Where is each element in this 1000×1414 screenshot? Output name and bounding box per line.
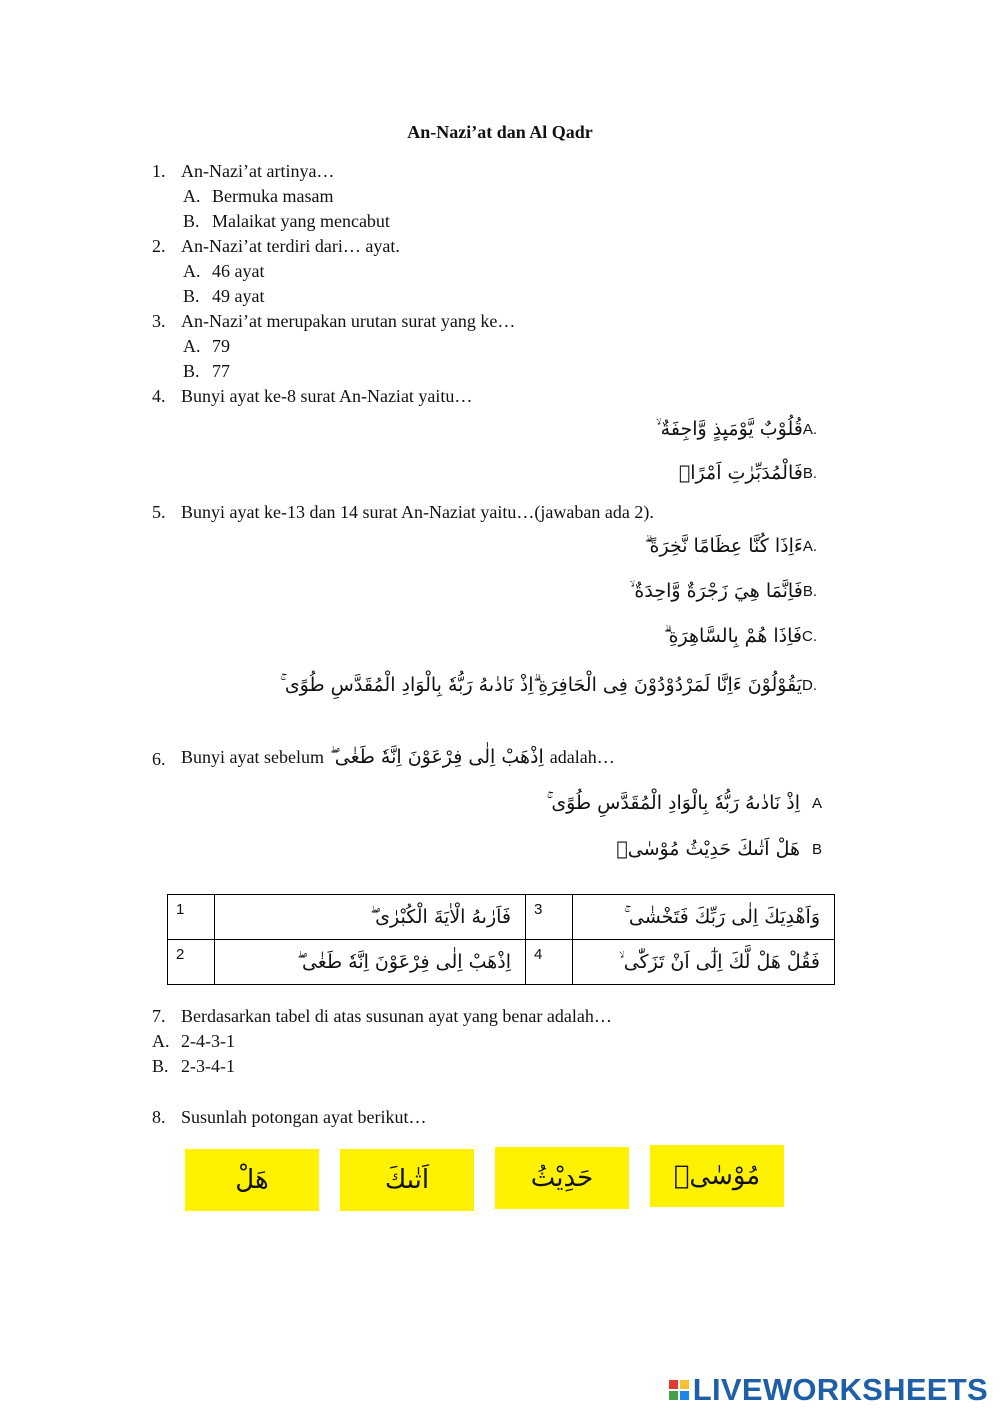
table-cell-number: 1: [168, 895, 215, 940]
q5-option-c-label: C.: [802, 627, 817, 645]
q3-number: 3.: [152, 311, 166, 331]
q4-option-a[interactable]: [656, 418, 817, 440]
q5-option-d-arabic: يَقُوْلُوْنَ ءَاِنَّا لَمَرْدُوْدُوْنَ فِى الْحَافِرَةِ ۗاِذْ نَادٰىهُ رَبُّهٗ بِالْوَادِ الْمُقَدَّسِ طُوًى ۚ: [280, 674, 802, 696]
logo-square: [669, 1380, 678, 1389]
q2-option-b[interactable]: 49 ayat: [212, 286, 265, 306]
q1-number: 1.: [152, 161, 166, 181]
q1-option-a-label: A.: [183, 186, 201, 206]
q5-number: 5.: [152, 502, 166, 522]
q6-number: 6.: [152, 749, 166, 769]
q2-text: An-Nazi’at terdiri dari… ayat.: [181, 236, 400, 256]
q2-option-a[interactable]: 46 ayat: [212, 261, 265, 281]
q5-option-b-label: B.: [802, 582, 817, 600]
logo-square: [680, 1391, 689, 1400]
q2-number: 2.: [152, 236, 166, 256]
q5-option-d-label: D.: [802, 676, 817, 694]
word-card-1[interactable]: هَلْ: [185, 1149, 319, 1211]
q3-option-b[interactable]: 77: [212, 361, 230, 381]
q7-option-a[interactable]: 2-4-3-1: [181, 1031, 235, 1051]
table-cell-number: 3: [526, 895, 573, 940]
q6-arabic: اِذْهَبْ اِلٰى فِرْعَوْنَ اِنَّهٗ طَغٰى ۖ: [329, 746, 544, 768]
q5-option-a[interactable]: [645, 535, 817, 557]
q5-option-a-label: A.: [802, 537, 817, 555]
table-ayat-text: فَاَرٰىهُ الْاٰيَةَ الْكُبْرٰى ۖ: [370, 906, 511, 928]
q6-option-b[interactable]: [616, 838, 822, 860]
q4-number: 4.: [152, 386, 166, 406]
table-cell-ayat: [215, 895, 526, 940]
page-title: An-Nazi’at dan Al Qadr: [407, 122, 593, 142]
logo-mark-icon: [669, 1380, 689, 1400]
q3-option-b-label: B.: [183, 361, 200, 381]
q3-option-a-label: A.: [183, 336, 201, 356]
q8-text: Susunlah potongan ayat berikut…: [181, 1107, 427, 1127]
word-card-3[interactable]: حَدِيْثُ: [495, 1147, 629, 1209]
q3-option-a[interactable]: 79: [212, 336, 230, 356]
table-row: [168, 895, 835, 940]
q1-option-b-label: B.: [183, 211, 200, 231]
q5-option-b-arabic: فَاِنَّمَا هِيَ زَجْرَةٌ وَّاحِدَةٌ ۙ: [629, 580, 803, 602]
q5-option-a-arabic: ءَاِذَا كُنَّا عِظَامًا نَّخِرَةً ۗ: [644, 535, 803, 557]
table-row: [168, 940, 835, 985]
logo-square: [680, 1380, 689, 1389]
q5-option-d[interactable]: [280, 674, 817, 696]
q5-text: Bunyi ayat ke-13 dan 14 surat An-Naziat yaitu…(jawaban ada 2).: [181, 502, 654, 522]
q4-option-b-label: B.: [802, 464, 817, 482]
q6-text-after: adalah…: [549, 746, 615, 767]
q7-text: Berdasarkan tabel di atas susunan ayat yang benar adalah…: [181, 1006, 612, 1026]
q7-option-b-label: B.: [152, 1056, 169, 1076]
q4-option-b[interactable]: [679, 462, 817, 484]
q5-option-c[interactable]: [664, 625, 817, 647]
q7-option-b[interactable]: 2-3-4-1: [181, 1056, 235, 1076]
q7-option-a-label: A.: [152, 1031, 170, 1051]
q2-option-a-label: A.: [183, 261, 201, 281]
table-ayat-text: فَقُلْ هَلْ لَّكَ اِلٰٓى اَنْ تَزَكّٰى ۙ: [618, 951, 820, 973]
q1-text: An-Nazi’at artinya…: [181, 161, 335, 181]
word-card-2[interactable]: اَتٰىكَ: [340, 1149, 474, 1211]
q8-number: 8.: [152, 1107, 166, 1127]
table-cell-ayat: [573, 940, 835, 985]
q6-option-b-arabic: هَلْ اَتٰىكَ حَدِيْثُ مُوْسٰىۘ: [616, 838, 800, 860]
table-cell-number: 4: [526, 940, 573, 985]
logo-text: LIVEWORKSHEETS: [692, 1372, 988, 1407]
table-cell-number: 2: [168, 940, 215, 985]
q4-option-a-label: A.: [802, 420, 817, 438]
liveworksheets-logo: [669, 1372, 988, 1408]
q5-option-b[interactable]: [630, 580, 817, 602]
q5-option-c-arabic: فَاِذَا هُمْ بِالسَّاهِرَةِ ۗ: [663, 625, 802, 647]
table-cell-ayat: [215, 940, 526, 985]
q6-text-before: Bunyi ayat sebelum: [181, 746, 324, 767]
q6-option-a-arabic: اِذْ نَادٰىهُ رَبُّهٗ بِالْوَادِ الْمُقَدَّسِ طُوًى ۚ: [546, 792, 800, 814]
q4-option-a-arabic: قُلُوْبٌ يَّوْمَىِٕذٍ وَّاجِفَةٌ ۙ: [655, 418, 803, 440]
q4-option-b-arabic: فَالْمُدَبِّرٰتِ اَمْرًاۘ: [678, 462, 803, 484]
q4-text: Bunyi ayat ke-8 surat An-Naziat yaitu…: [181, 386, 473, 406]
table-ayat-text: وَاَهْدِيَكَ اِلٰى رَبِّكَ فَتَخْشٰى ۚ: [624, 906, 820, 928]
q6-question: [181, 746, 615, 768]
q3-text: An-Nazi’at merupakan urutan surat yang ke…: [181, 311, 516, 331]
q6-option-b-label: B: [811, 840, 822, 858]
table-ayat-text: اِذْهَبْ اِلٰى فِرْعَوْنَ اِنَّهٗ طَغٰى ۖ: [297, 951, 511, 973]
table-cell-ayat: [573, 895, 835, 940]
word-card-4[interactable]: مُوْسٰىۘ: [650, 1145, 784, 1207]
q1-option-a[interactable]: Bermuka masam: [212, 186, 334, 206]
q7-number: 7.: [152, 1006, 166, 1026]
ayat-table: [167, 894, 835, 985]
q6-option-a-label: A: [811, 794, 822, 812]
q1-option-b[interactable]: Malaikat yang mencabut: [212, 211, 390, 231]
q6-option-a[interactable]: [547, 792, 822, 814]
logo-square: [669, 1391, 678, 1400]
q2-option-b-label: B.: [183, 286, 200, 306]
